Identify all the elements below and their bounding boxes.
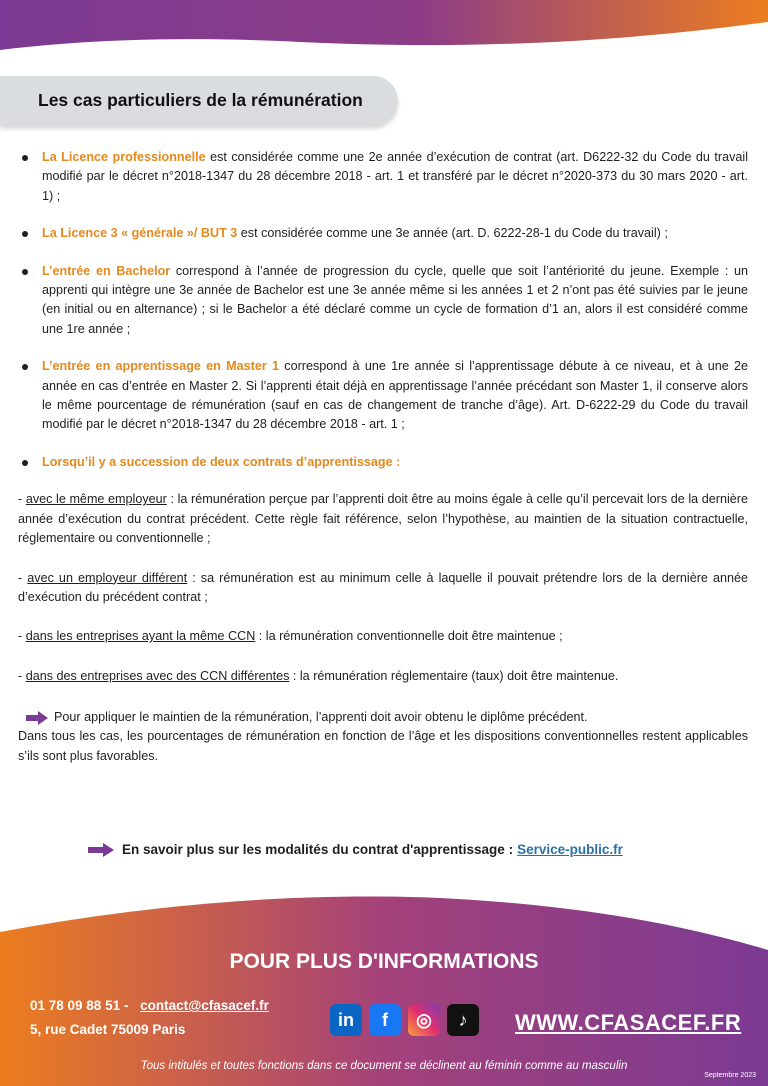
case-text: : la rémunération conventionnelle doit être maintenue ; xyxy=(255,629,563,644)
instagram-icon[interactable]: ◎ xyxy=(408,1004,440,1036)
note-arrow-line xyxy=(18,708,748,727)
bullet-dot xyxy=(22,364,28,370)
list-item xyxy=(18,453,748,472)
note-arrow-text: Pour appliquer le maintien de la rémunération, l’apprenti doit avoir obtenu le diplôme précédent. xyxy=(54,710,588,724)
highlight-text: La Licence professionnelle xyxy=(42,150,206,164)
list-item xyxy=(18,262,748,340)
contact-line xyxy=(30,998,269,1013)
email-link[interactable]: contact@cfasacef.fr xyxy=(140,998,269,1013)
arrow-right-icon xyxy=(88,843,114,857)
item-text: correspond à une 1re année si l’apprentissage débute à ce niveau, et à une 2e année en cas d’entrée en Master 2. Si l’apprenti était déjà en apprentissage l’année précédant son Master 1, il conserve alors le même pourcentage de rémunération (sauf en cas de changement de tranche d’âge). Art. D-6222-29 du Code du travail modifié par le décret n°2018-1347 du 28 décembre 2018 - art. 1 ; xyxy=(42,359,748,432)
phone-number: 01 78 09 88 51 - xyxy=(30,998,129,1013)
publication-date: Septembre 2023 xyxy=(704,1072,756,1079)
section-title-banner xyxy=(0,76,398,126)
footer-wave xyxy=(0,890,768,1086)
bullet-list xyxy=(18,148,748,472)
more-info-text: En savoir plus sur les modalités du contrat d'apprentissage : xyxy=(122,842,514,857)
item-text: est considérée comme une 2e année d’exécution de contrat (art. D6222-32 du Code du travail modifié par le décret n°2018-1347 du 28 décembre 2018 - art. 1 et transféré par le décret n°2020-373 du 30 mars 2020 - art. 1) ; xyxy=(42,150,748,203)
case-paragraph xyxy=(18,569,748,608)
list-item xyxy=(18,357,748,435)
section-title: Les cas particuliers de la rémunération xyxy=(38,90,363,110)
case-text: : la rémunération perçue par l’apprenti doit être au moins égale à celle qu’il percevait lors de la dernière année d’exécution du contrat précédent. Cette règle fait référence, selon l’hypothèse, au maintien de la situation contractuelle, réglementaire ou conventionnelle ; xyxy=(18,492,748,546)
highlight-text: L’entrée en apprentissage en Master 1 xyxy=(42,359,280,374)
website-link[interactable]: WWW.CFASACEF.FR xyxy=(515,1010,742,1035)
main-content xyxy=(18,148,748,706)
bullet-dot xyxy=(22,155,28,161)
case-label: dans les entreprises ayant la même CCN xyxy=(25,629,256,644)
tiktok-icon[interactable]: ♪ xyxy=(447,1004,479,1036)
note-body: Dans tous les cas, les pourcentages de rémunération en fonction de l’âge et les dispositions conventionnelles restent applicables s’ils sont plus favorables. xyxy=(18,729,748,763)
item-text: correspond à l’année de progression du cycle, quelle que soit l’antériorité du jeune. Exemple : un apprenti qui intègre une 3e année de Bachelor est une 3e année même si les années 1 et 2 n’ont pas été suivies par le jeune (en initial ou en alternance) ; si le Bachelor a été déclaré comme un cycle de formation d’1 an, alors il est considéré comme une 1re année ; xyxy=(42,263,748,336)
bullet-dot xyxy=(22,269,28,275)
bullet-dot xyxy=(22,231,28,237)
highlight-text: L’entrée en Bachelor xyxy=(42,263,171,278)
case-prefix: - xyxy=(18,570,28,585)
disclaimer: Tous intitulés et toutes fonctions dans ce document se déclinent au féminin comme au masculin xyxy=(140,1060,628,1072)
case-text: : sa rémunération est au minimum celle à laquelle il pouvait prétendre lors de la dernière année d’exécution du précédent contrat ; xyxy=(18,570,748,604)
social-links xyxy=(330,1004,479,1036)
highlight-text: Lorsqu’il y a succession de deux contrats d’apprentissage : xyxy=(42,454,401,469)
case-paragraph xyxy=(18,627,748,646)
linkedin-icon[interactable]: in xyxy=(330,1004,362,1036)
list-item xyxy=(18,224,748,243)
case-label: avec le même employeur xyxy=(25,492,167,507)
service-public-link[interactable]: Service-public.fr xyxy=(517,842,623,857)
list-item xyxy=(18,148,748,206)
facebook-icon[interactable]: f xyxy=(369,1004,401,1036)
header-wave xyxy=(0,0,768,60)
address: 5, rue Cadet 75009 Paris xyxy=(30,1022,186,1037)
note-block xyxy=(18,708,748,766)
bullet-dot xyxy=(22,460,28,466)
case-label: dans des entreprises avec des CCN différentes xyxy=(25,668,290,683)
more-info xyxy=(88,842,623,857)
footer-title: POUR PLUS D'INFORMATIONS xyxy=(229,950,539,973)
case-paragraph xyxy=(18,667,748,686)
case-text: : la rémunération réglementaire (taux) doit être maintenue. xyxy=(289,668,619,683)
case-prefix: - xyxy=(18,629,26,644)
case-prefix: - xyxy=(18,492,26,507)
item-text: est considérée comme une 3e année (art. D. 6222-28-1 du Code du travail) ; xyxy=(237,226,668,241)
case-prefix: - xyxy=(18,668,26,683)
highlight-text: La Licence 3 « générale »/ BUT 3 xyxy=(42,226,238,241)
case-paragraph xyxy=(18,490,748,548)
case-label: avec un employeur différent xyxy=(27,570,188,585)
arrow-right-icon xyxy=(26,711,48,725)
